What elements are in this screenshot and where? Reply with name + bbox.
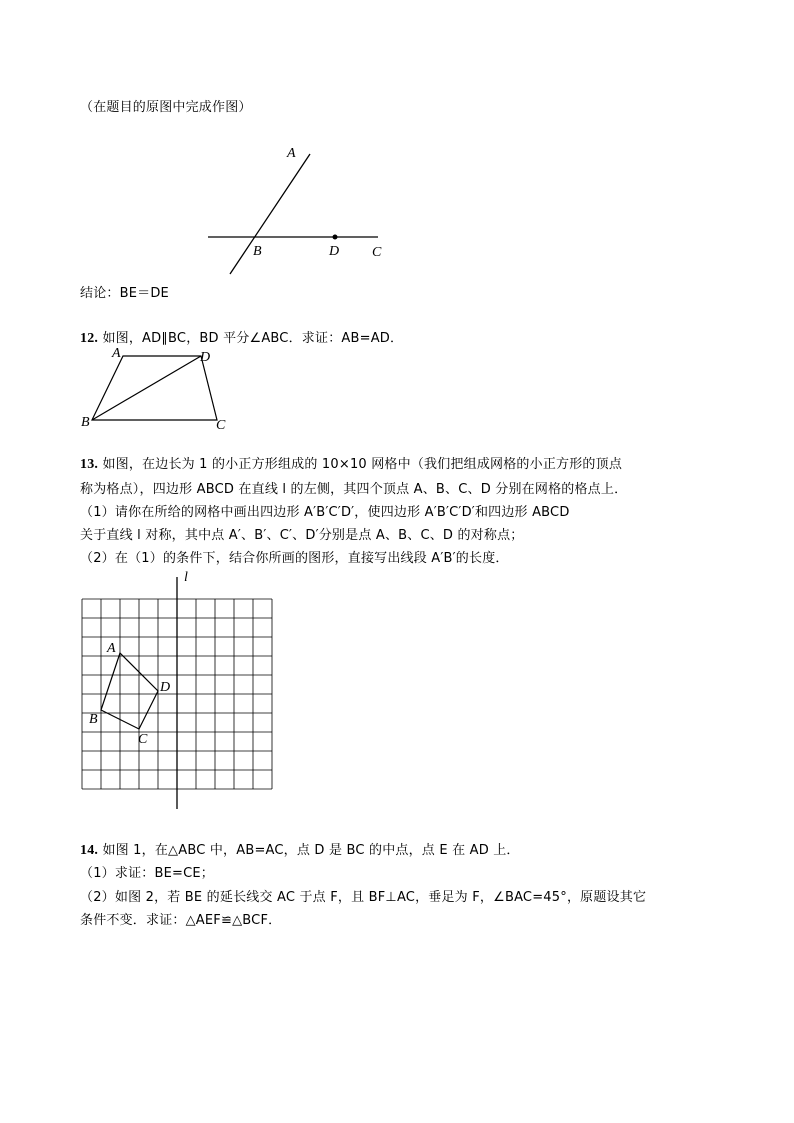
label-c: C <box>216 418 226 433</box>
q11-instruction: （在题目的原图中完成作图） <box>80 100 252 115</box>
q14-number: 14. <box>80 843 99 858</box>
label-b: B <box>81 415 90 430</box>
q14-line2: （1）求证：BE=CE； <box>80 866 214 881</box>
label-a: A <box>107 641 116 656</box>
label-c: C <box>138 732 148 747</box>
q13-line3: （1）请你在所给的网格中画出四边形 A′B′C′D′，使四边形 A′B′C′D′和四边形 ABCD <box>80 505 570 520</box>
q11-figure <box>200 140 400 280</box>
diagonal-bd <box>92 356 201 420</box>
q13-line1 <box>80 456 622 474</box>
q13-number: 13. <box>80 457 99 472</box>
label-d: D <box>160 680 171 695</box>
q14-line3: （2）如图 2，若 BE 的延长线交 AC 于点 F，且 BF⊥AC，垂足为 F，∠BAC=45°，原题设其它 <box>80 890 647 905</box>
q13-statement: 如图，在边长为 1 的小正方形组成的 10×10 网格中（我们把组成网格的小正方形的顶点 <box>98 457 623 472</box>
q13-line4: 关于直线 l 对称，其中点 A′、B′、C′、D′分别是点 A、B、C、D 的对称点； <box>80 528 524 543</box>
q13-line2: 称为格点），四边形 ABCD 在直线 l 的左侧，其四个顶点 A、B、C、D 分别在网格的格点上． <box>80 482 628 497</box>
q12-figure <box>78 345 238 435</box>
label-c: C <box>372 245 382 260</box>
trapezoid-abcd <box>92 356 217 420</box>
q12-statement: 如图，AD∥BC，BD 平分∠ABC．求证：AB=AD． <box>98 331 404 346</box>
quadrilateral-abcd <box>101 653 158 729</box>
label-b: B <box>253 244 262 259</box>
q14-line1 <box>80 842 520 860</box>
q13-grid-figure <box>70 565 290 815</box>
label-d: D <box>329 244 340 259</box>
label-b: B <box>89 712 98 727</box>
label-d: D <box>200 350 211 365</box>
q14-line4: 条件不变．求证：△AEF≌△BCF． <box>80 913 282 928</box>
label-a: A <box>112 346 121 361</box>
q11-conclusion: 结论：BE＝DE <box>80 286 169 301</box>
point-d <box>333 235 338 240</box>
label-l: l <box>184 570 188 585</box>
label-a: A <box>287 146 296 161</box>
q12-number: 12. <box>80 331 99 346</box>
line-ba <box>230 154 310 274</box>
q14-statement: 如图 1，在△ABC 中，AB=AC，点 D 是 BC 的中点，点 E 在 AD 上． <box>98 843 520 858</box>
q13-line5: （2）在（1）的条件下，结合你所画的图形，直接写出线段 A′B′的长度． <box>80 551 509 566</box>
